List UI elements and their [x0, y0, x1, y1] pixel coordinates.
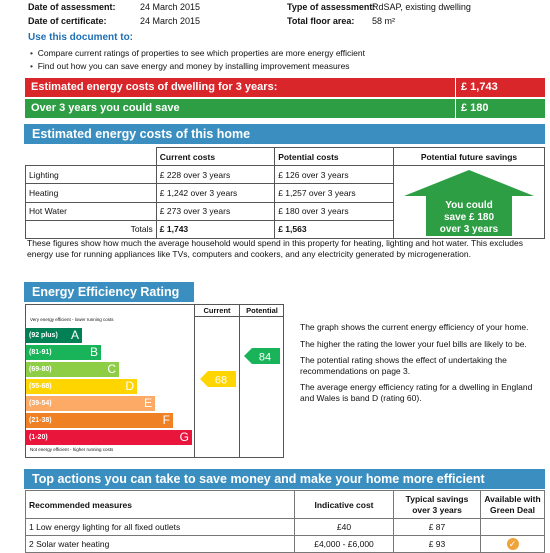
saving-cell: £ 93: [394, 536, 481, 553]
band-g: [26, 430, 192, 445]
band-range: (39-54): [29, 400, 52, 407]
bullet-icon: •: [30, 48, 33, 58]
savings-line-2: save £ 180: [443, 212, 495, 223]
type-assessment-label: Type of assessment:: [287, 2, 376, 12]
col-current: Current costs: [156, 148, 274, 166]
totals-potential: £ 1,563: [275, 220, 394, 238]
rating-desc-2: The higher the rating the lower your fuel bills are likely to be.: [300, 338, 527, 349]
col-green-line-2: Green Deal: [490, 504, 535, 515]
cost-summary-value: £ 1,743: [461, 81, 498, 93]
totals-current: £ 1,743: [156, 220, 274, 238]
current-rating-value: 68: [214, 374, 228, 387]
totals-label: Totals: [26, 220, 157, 238]
row-current: £ 273 over 3 years: [156, 202, 274, 220]
actions-section-title: Top actions you can take to save money and make your home more efficient: [24, 469, 545, 489]
row-label: Heating: [26, 184, 157, 202]
col-cost: Indicative cost: [295, 491, 394, 519]
col-measures: Recommended measures: [26, 491, 295, 519]
band-range: (69-80): [29, 366, 52, 373]
row-potential: £ 126 over 3 years: [275, 166, 394, 184]
band-letter: F: [162, 413, 170, 427]
row-potential: £ 1,257 over 3 years: [275, 184, 394, 202]
row-current: £ 1,242 over 3 years: [156, 184, 274, 202]
savings-cell: [394, 166, 545, 239]
band-range: (81-91): [29, 349, 52, 356]
costs-table: [25, 147, 545, 239]
rating-desc-1: The graph shows the current energy efficiency of your home.: [300, 322, 529, 332]
row-potential: £ 180 over 3 years: [275, 202, 394, 220]
date-cert-label: Date of certificate:: [28, 16, 107, 26]
date-assessment-value: 24 March 2015: [140, 2, 201, 12]
col-savings: [394, 491, 481, 519]
floor-area-label: Total floor area:: [287, 16, 355, 26]
row-label: Lighting: [26, 166, 157, 184]
empty-cell: [26, 148, 157, 166]
col-green-deal: [481, 491, 545, 519]
band-e: [26, 396, 155, 411]
actions-table: [25, 490, 545, 553]
measure-cell: 2 Solar water heating: [26, 536, 295, 553]
band-a: [26, 328, 82, 343]
date-cert-value: 24 March 2015: [140, 16, 201, 26]
band-f: [26, 413, 173, 428]
rating-desc-3: The potential rating shows the effect of undertaking the recommendations on page 3.: [300, 355, 507, 376]
measure-cell: 1 Low energy lighting for all fixed outlets: [26, 519, 295, 536]
col-current-label: Current: [203, 306, 231, 315]
actions-header-row: [26, 491, 545, 519]
band-letter: A: [70, 328, 79, 342]
row-label: Hot Water: [26, 202, 157, 220]
save-summary-value: £ 180: [461, 102, 489, 114]
costs-note: These figures show how much the average household would spend in this property for heating, lighting and hot water. This excludes energy use for running appliances like TVs, computers and cookers, and any electricity generated by microgeneration.: [27, 238, 523, 259]
savings-line-1: You could: [445, 200, 493, 211]
rating-desc-4: The average energy efficiency rating for a dwelling in England and Wales is band D (rating 60).: [300, 382, 533, 403]
current-rating-arrow: [200, 371, 236, 387]
save-summary-bar: [25, 99, 545, 118]
table-row: [26, 519, 545, 536]
col-savings: Potential future savings: [394, 148, 545, 166]
band-letter: C: [107, 362, 116, 376]
band-range: (92 plus): [29, 332, 58, 339]
band-letter: D: [125, 379, 134, 393]
green-deal-cell: [481, 519, 545, 536]
col-savings-line-2: over 3 years: [412, 504, 462, 515]
band-letter: E: [143, 396, 152, 410]
top-note: Very energy efficient - lower running costs: [30, 317, 114, 322]
costs-section-title: Estimated energy costs of this home: [24, 124, 545, 144]
use-doc-bullet-text: Compare current ratings of properties to see which properties are more energy efficient: [37, 48, 365, 58]
use-doc-bullet-1: [30, 48, 365, 58]
saving-cell: £ 87: [394, 519, 481, 536]
check-icon: ✓: [507, 538, 519, 550]
savings-arrow-icon: [394, 166, 544, 238]
floor-area-value: 58 m²: [372, 16, 396, 26]
col-green-line-1: Available with: [484, 493, 541, 504]
band-range: (1-20): [29, 434, 48, 441]
cost-summary-bar: [25, 78, 545, 97]
costs-header-row: [26, 148, 545, 166]
row-current: £ 228 over 3 years: [156, 166, 274, 184]
table-row: [26, 166, 545, 184]
band-letter: G: [179, 430, 189, 444]
band-b: [26, 345, 101, 360]
band-c: [26, 362, 119, 377]
use-doc-title: Use this document to:: [28, 32, 134, 43]
type-assessment-value: RdSAP, existing dwelling: [372, 2, 471, 12]
cost-cell: £4,000 - £6,000: [295, 536, 394, 553]
use-doc-bullet-text: Find out how you can save energy and money by installing improvement measures: [37, 61, 350, 71]
date-assessment-label: Date of assessment:: [28, 2, 116, 12]
cost-summary-label: Estimated energy costs of dwelling for 3 years:: [31, 81, 278, 93]
rating-description: [300, 322, 548, 403]
band-d: [26, 379, 137, 394]
savings-line-3: over 3 years: [439, 224, 499, 235]
band-letter: B: [89, 345, 98, 359]
band-range: (55-68): [29, 383, 52, 390]
save-summary-label: Over 3 years you could save: [31, 102, 180, 114]
rating-section-title: Energy Efficiency Rating: [24, 282, 194, 302]
cost-cell: £40: [295, 519, 394, 536]
col-potential: Potential costs: [275, 148, 394, 166]
band-range: (21-38): [29, 417, 52, 424]
rating-chart: [25, 304, 284, 458]
col-potential-label: Potential: [246, 306, 278, 315]
bottom-note: Not energy efficient - higher running costs: [30, 447, 114, 452]
use-doc-bullet-2: [30, 61, 350, 71]
col-savings-line-1: Typical savings: [405, 493, 469, 504]
potential-rating-arrow: [244, 348, 280, 364]
bullet-icon: •: [30, 61, 33, 71]
potential-rating-value: 84: [258, 351, 272, 364]
